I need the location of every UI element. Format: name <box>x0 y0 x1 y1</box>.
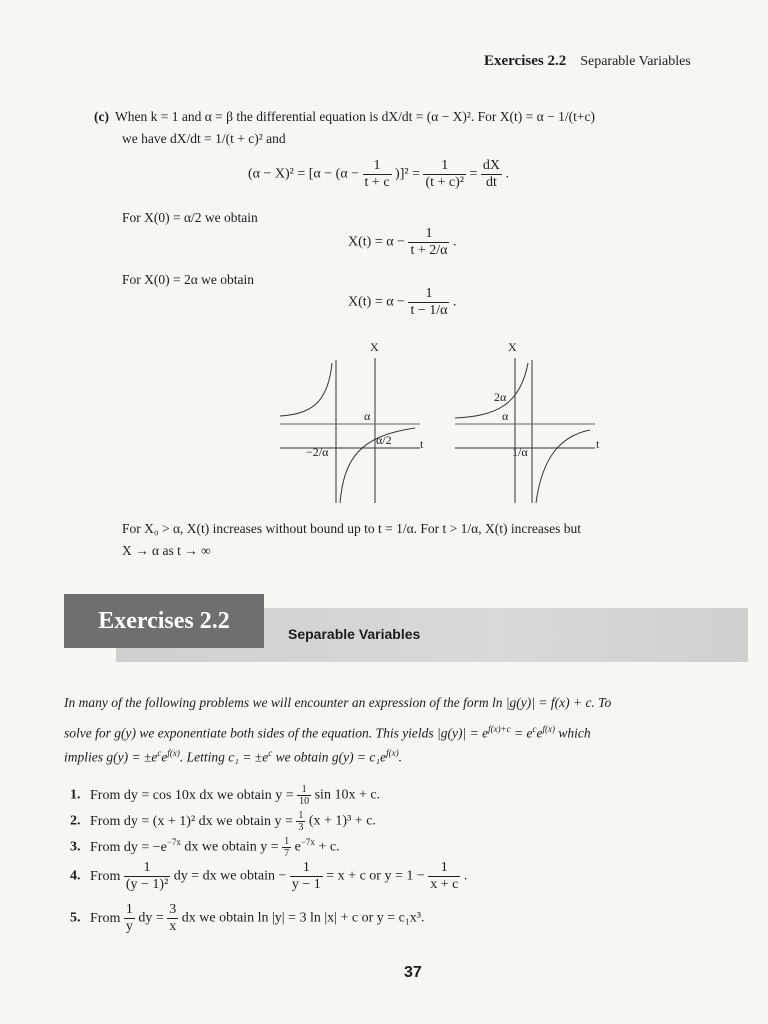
case2-frac: $\frac{1}{t - 1/\alpha}$ <box>410 286 448 318</box>
header-section: Exercises 2.2 <box>484 53 567 69</box>
case1-frac: $\frac{1}{t + 2/\alpha}$ <box>410 226 448 258</box>
graph-right-curve-left <box>455 363 528 418</box>
problem-5: 5. From $\frac{1}{y}$ dy = $\frac{3}{x}$ dx we obtain ln |y| = 3 ln |x| + c or y = c₁x³. <box>70 902 425 934</box>
main-equation <box>248 158 509 191</box>
graph-left-alpha-half: α/2 <box>376 433 392 447</box>
running-header <box>484 52 691 70</box>
eq-frac-1: $\frac{1}{t + c}$ <box>364 158 390 190</box>
problem-3: 3. From dy = $-e^{-7x}$ dx we obtain y = $\frac{1}{7}$ $e^{-7x} + c$. <box>70 836 340 859</box>
graph-right-two-alpha: 2α <box>494 390 507 404</box>
intro-line2: solve for g(y) we exponentiate both sides of the equation. This yields $|g(y)| = e^{f(x)+c} = e^ce^{f(x)}$ which <box>64 724 591 741</box>
problem-2: 2. From dy = (x + 1)² dx we obtain y = $\frac{1}{3}$ (x + 1)³ + c. <box>70 810 376 833</box>
graph-left <box>280 358 420 503</box>
eq-main-left: (α − X)² = [α − (α − <box>248 166 360 182</box>
eq-frac-3: $\frac{dX}{dt}$ <box>482 158 501 190</box>
graph-right-alpha: α <box>502 409 509 423</box>
graph-right-curve-right <box>536 430 590 503</box>
problem-1: 1. From dy = cos 10x dx we obtain y = $\frac{1}{10}$ sin 10x + c. <box>70 784 381 807</box>
graph-left-t-label: t <box>420 437 424 451</box>
header-title: Separable Variables <box>580 54 691 69</box>
banner-section: Exercises 2.2 <box>98 608 230 634</box>
intro-line3: implies $g(y) = \pm e^ce^{f(x)}$. Letting $c_1 = \pm e^c$ we obtain $g(y) = c_1e^{f(x)}$. <box>64 748 402 765</box>
graph-left-curve-left <box>280 363 332 416</box>
graph-right-asymptote-label: 1/α <box>512 445 528 459</box>
case2-equation: X(t) = α − $\frac{1}{t - 1/\alpha}$ . <box>348 286 457 318</box>
conclusion-line1: For X₀ > α, X(t) increases without bound up to t = 1/α. For t > 1/α, X(t) increases but <box>122 521 581 536</box>
part-c-line1 <box>94 106 595 128</box>
eq-main-mid: )]² = <box>395 166 420 182</box>
banner-title: Separable Variables <box>288 626 421 642</box>
page-number: 37 <box>404 964 422 981</box>
eq-main-eq: = <box>469 166 478 182</box>
graph-left-y-label: X <box>370 340 379 354</box>
part-c-line2: we have dX/dt = 1/(t + c)² and <box>122 131 286 146</box>
eq-main-end: . <box>505 166 510 182</box>
graph-right <box>455 358 595 503</box>
solution-graphs <box>270 338 620 508</box>
problem-4: 4. From $\frac{1}{\text{(y − 1)²}}$ dy = dx we obtain − $\frac{1}{y - 1}$ = x + c or y = 1 − $\frac{1}{x + c}$ . <box>70 860 468 892</box>
graph-right-y-label: X <box>508 340 517 354</box>
section-banner-label <box>64 594 264 648</box>
graph-right-t-label: t <box>596 437 600 451</box>
case1-text: For X(0) = α/2 we obtain <box>122 210 258 225</box>
graph-left-asymptote-label: −2/α <box>306 445 329 459</box>
eq-frac-2: $\frac{1}{\text{(t + c)²}}$ <box>425 158 464 190</box>
case1-equation: X(t) = α − $\frac{1}{t + 2/\alpha}$ . <box>348 226 457 258</box>
case2-text: For X(0) = 2α we obtain <box>122 272 255 287</box>
intro-line1: In many of the following problems we will encounter an expression of the form ln |g(y)| = f(x) + c. To <box>64 695 612 710</box>
part-c-label: (c) <box>94 109 109 124</box>
part-c-text1: When k = 1 and α = β the differential equation is dX/dt = (α − X)². For X(t) = α − 1/(t+c) <box>114 109 595 124</box>
graph-left-alpha: α <box>364 409 371 423</box>
conclusion-line2: X → α as t → ∞ <box>122 543 211 558</box>
